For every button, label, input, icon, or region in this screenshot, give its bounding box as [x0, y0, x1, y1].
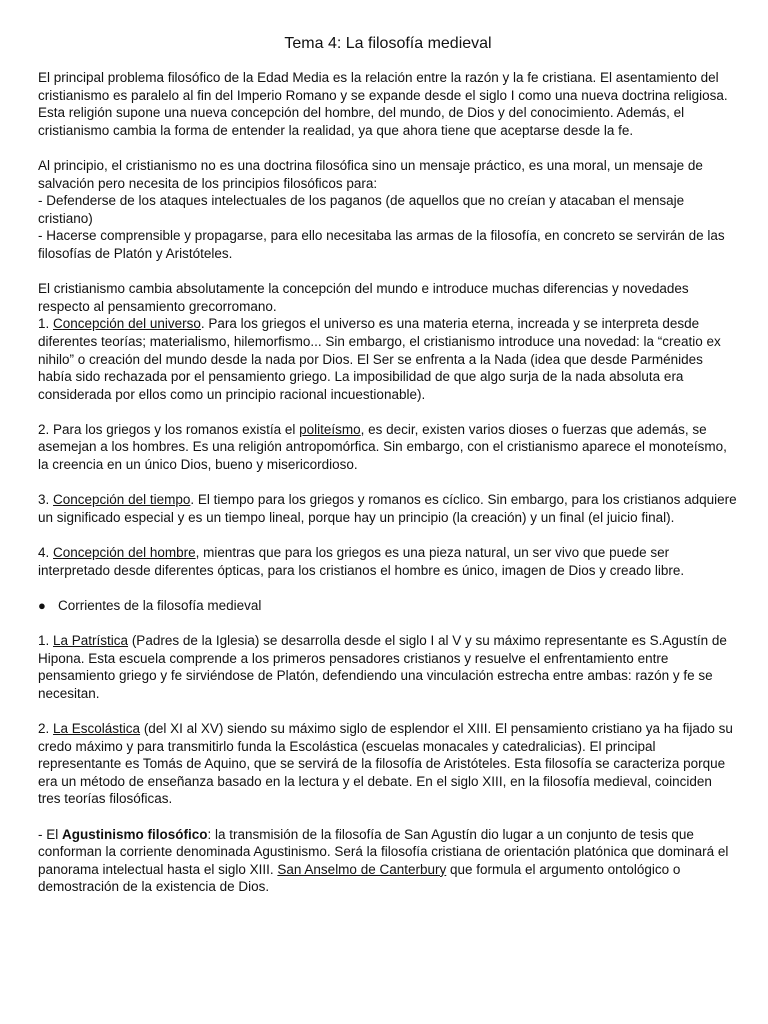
paragraph-text: (Padres de la Iglesia) se desarrolla desde el siglo I al V y su máximo representante es S.Agustín de Hipona. Esta escuela comprende a los primeros pensadores cristianos y resuelve el enfrentamiento entre pensamiento griego y fe sirviéndose de Platón, defendiendo una vinculación estrecha entre ambas: razón y fe se necesitan.	[38, 633, 727, 701]
list-item-spread: - Hacerse comprensible y propagarse, para ello necesitaba las armas de la filosofía, en concreto se servirán de las filosofías de Platón y Aristóteles.	[38, 228, 725, 261]
paragraph-text: - El	[38, 826, 63, 842]
paragraph-escolastica	[38, 720, 738, 808]
underlined-term-man: Concepción del hombre	[53, 545, 196, 561]
paragraph-text: Al principio, el cristianismo no es una doctrina filosófica sino un mensaje práctico, es una moral, un mensaje de salvación pero necesita de los principios filosóficos para:	[38, 157, 703, 191]
paragraph-world-conception	[38, 280, 738, 403]
bullet-heading	[38, 597, 738, 615]
paragraph-text: : la transmisión de la filosofía de San Agustín dio lugar a un conjunto de tesis que conforman la corriente denominada Agustinismo. Será la filosofía cristiana de orientación platónica que dominará el panorama intelectual hasta el siglo XIII.	[38, 826, 729, 877]
underlined-term-patristica: La Patrística	[53, 633, 129, 648]
list-item-defend: - Defenderse de los ataques intelectuales de los paganos (de aquellos que no creían y atacaban el mensaje cristiano)	[38, 193, 685, 226]
paragraph-text: 2. Para los griegos y los romanos existía el	[38, 421, 300, 437]
underlined-term-anselmo: San Anselmo de Canterbury	[277, 861, 447, 877]
paragraph-agustinismo	[38, 826, 738, 896]
section-heading: Corrientes de la filosofía medieval	[58, 597, 262, 613]
paragraph-polytheism	[38, 421, 738, 474]
underlined-term-escolastica: La Escolástica	[53, 720, 141, 736]
spacer	[38, 474, 738, 492]
spacer	[38, 263, 738, 281]
underlined-term-polytheism: politeísmo	[299, 421, 361, 437]
paragraph-text: , mientras que para los griegos es una pieza natural, un ser vivo que puede ser interpretado desde diferentes ópticas, para los cristianos el hombre es único, imagen de Dios y creado libre.	[38, 545, 685, 578]
paragraph-text: . Para los griegos el universo es una materia eterna, increada y se interpreta desde diferentes teorías; materialismo, hilemorfismo... Sin embargo, el cristianismo introduce una novedad: la “creatio ex nihilo” o creación del mundo desde la nada por Dios. El Ser se enfrenta a la Nada (idea que desde Parménides había sido rechazada por el pensamiento griego. La imposibilidad de que algo surja de la nada absoluta era considerada por ellos como un principio racional incuestionable).	[38, 316, 721, 402]
document-page	[38, 33, 738, 896]
paragraph-text: que formula el argumento ontológico o demostración de la existencia de Dios.	[38, 861, 681, 895]
paragraph-text: El cristianismo cambia absolutamente la concepción del mundo e introduce muchas diferencias y novedades respecto al pensamiento grecorromano.	[38, 281, 689, 314]
spacer	[38, 614, 738, 632]
item-number: 1.	[38, 633, 54, 648]
paragraph-intro: El principal problema filosófico de la Edad Media es la relación entre la razón y la fe cristiana. El asentamiento del cristianismo es paralelo al fin del Imperio Romano y se expande desde el siglo I como una nueva doctrina religiosa. Esta religión supone una nueva concepción del hombre, del mundo, de Dios y del conocimiento. Además, el cristianismo cambia la forma de entender la realidad, ya que ahora tiene que aceptarse desde la fe.	[38, 70, 728, 138]
underlined-term-time: Concepción del tiempo	[53, 492, 191, 508]
spacer	[38, 403, 738, 421]
item-number: 2.	[38, 720, 54, 736]
paragraph-text: . El tiempo para los griegos y romanos es cíclico. Sin embargo, para los cristianos adquiere un significado especial y es un tiempo lineal, porque hay un principio (la creación) y un final (el juicio final).	[38, 492, 737, 525]
spacer	[38, 526, 738, 544]
document-title: Tema 4: La filosofía medieval	[284, 35, 492, 52]
bullet-icon: ●	[38, 597, 46, 613]
paragraph-text: , es decir, existen varios dioses o fuerzas que además, se asemejan a los hombres. Es una religión antropomórfica. Sin embargo, con el cristianismo aparece el monoteísmo, la creencia en un único Dios, bueno y misericordioso.	[38, 421, 727, 473]
bold-term-agustinismo: Agustinismo filosófico	[62, 826, 208, 842]
paragraph-patristica	[38, 632, 738, 702]
item-number: 1.	[38, 316, 54, 332]
paragraph-christianity-practical	[38, 157, 738, 263]
item-number: 3.	[38, 492, 54, 508]
item-number: 4.	[38, 545, 54, 561]
paragraph-text: (del XI al XV) siendo su máximo siglo de esplendor el XIII. El pensamiento cristiano ya ha fijado su credo máximo y para transmitirlo funda la Escolástica (escuelas monacales y catedralicias). El principal representante es Tomás de Aquino, que se servirá de la filosofía de Aristóteles. Esta filosofía se caracteriza porque era un método de enseñanza basado en la lectura y el debate. En el siglo XIII, en la filosofía medieval, coinciden tres teorías filosóficas.	[38, 720, 733, 807]
underlined-term-universe: Concepción del universo	[53, 316, 201, 332]
spacer	[38, 579, 738, 597]
spacer	[38, 702, 738, 720]
paragraph-man	[38, 544, 738, 579]
spacer	[38, 808, 738, 826]
paragraph-time	[38, 491, 738, 526]
spacer	[38, 139, 738, 157]
